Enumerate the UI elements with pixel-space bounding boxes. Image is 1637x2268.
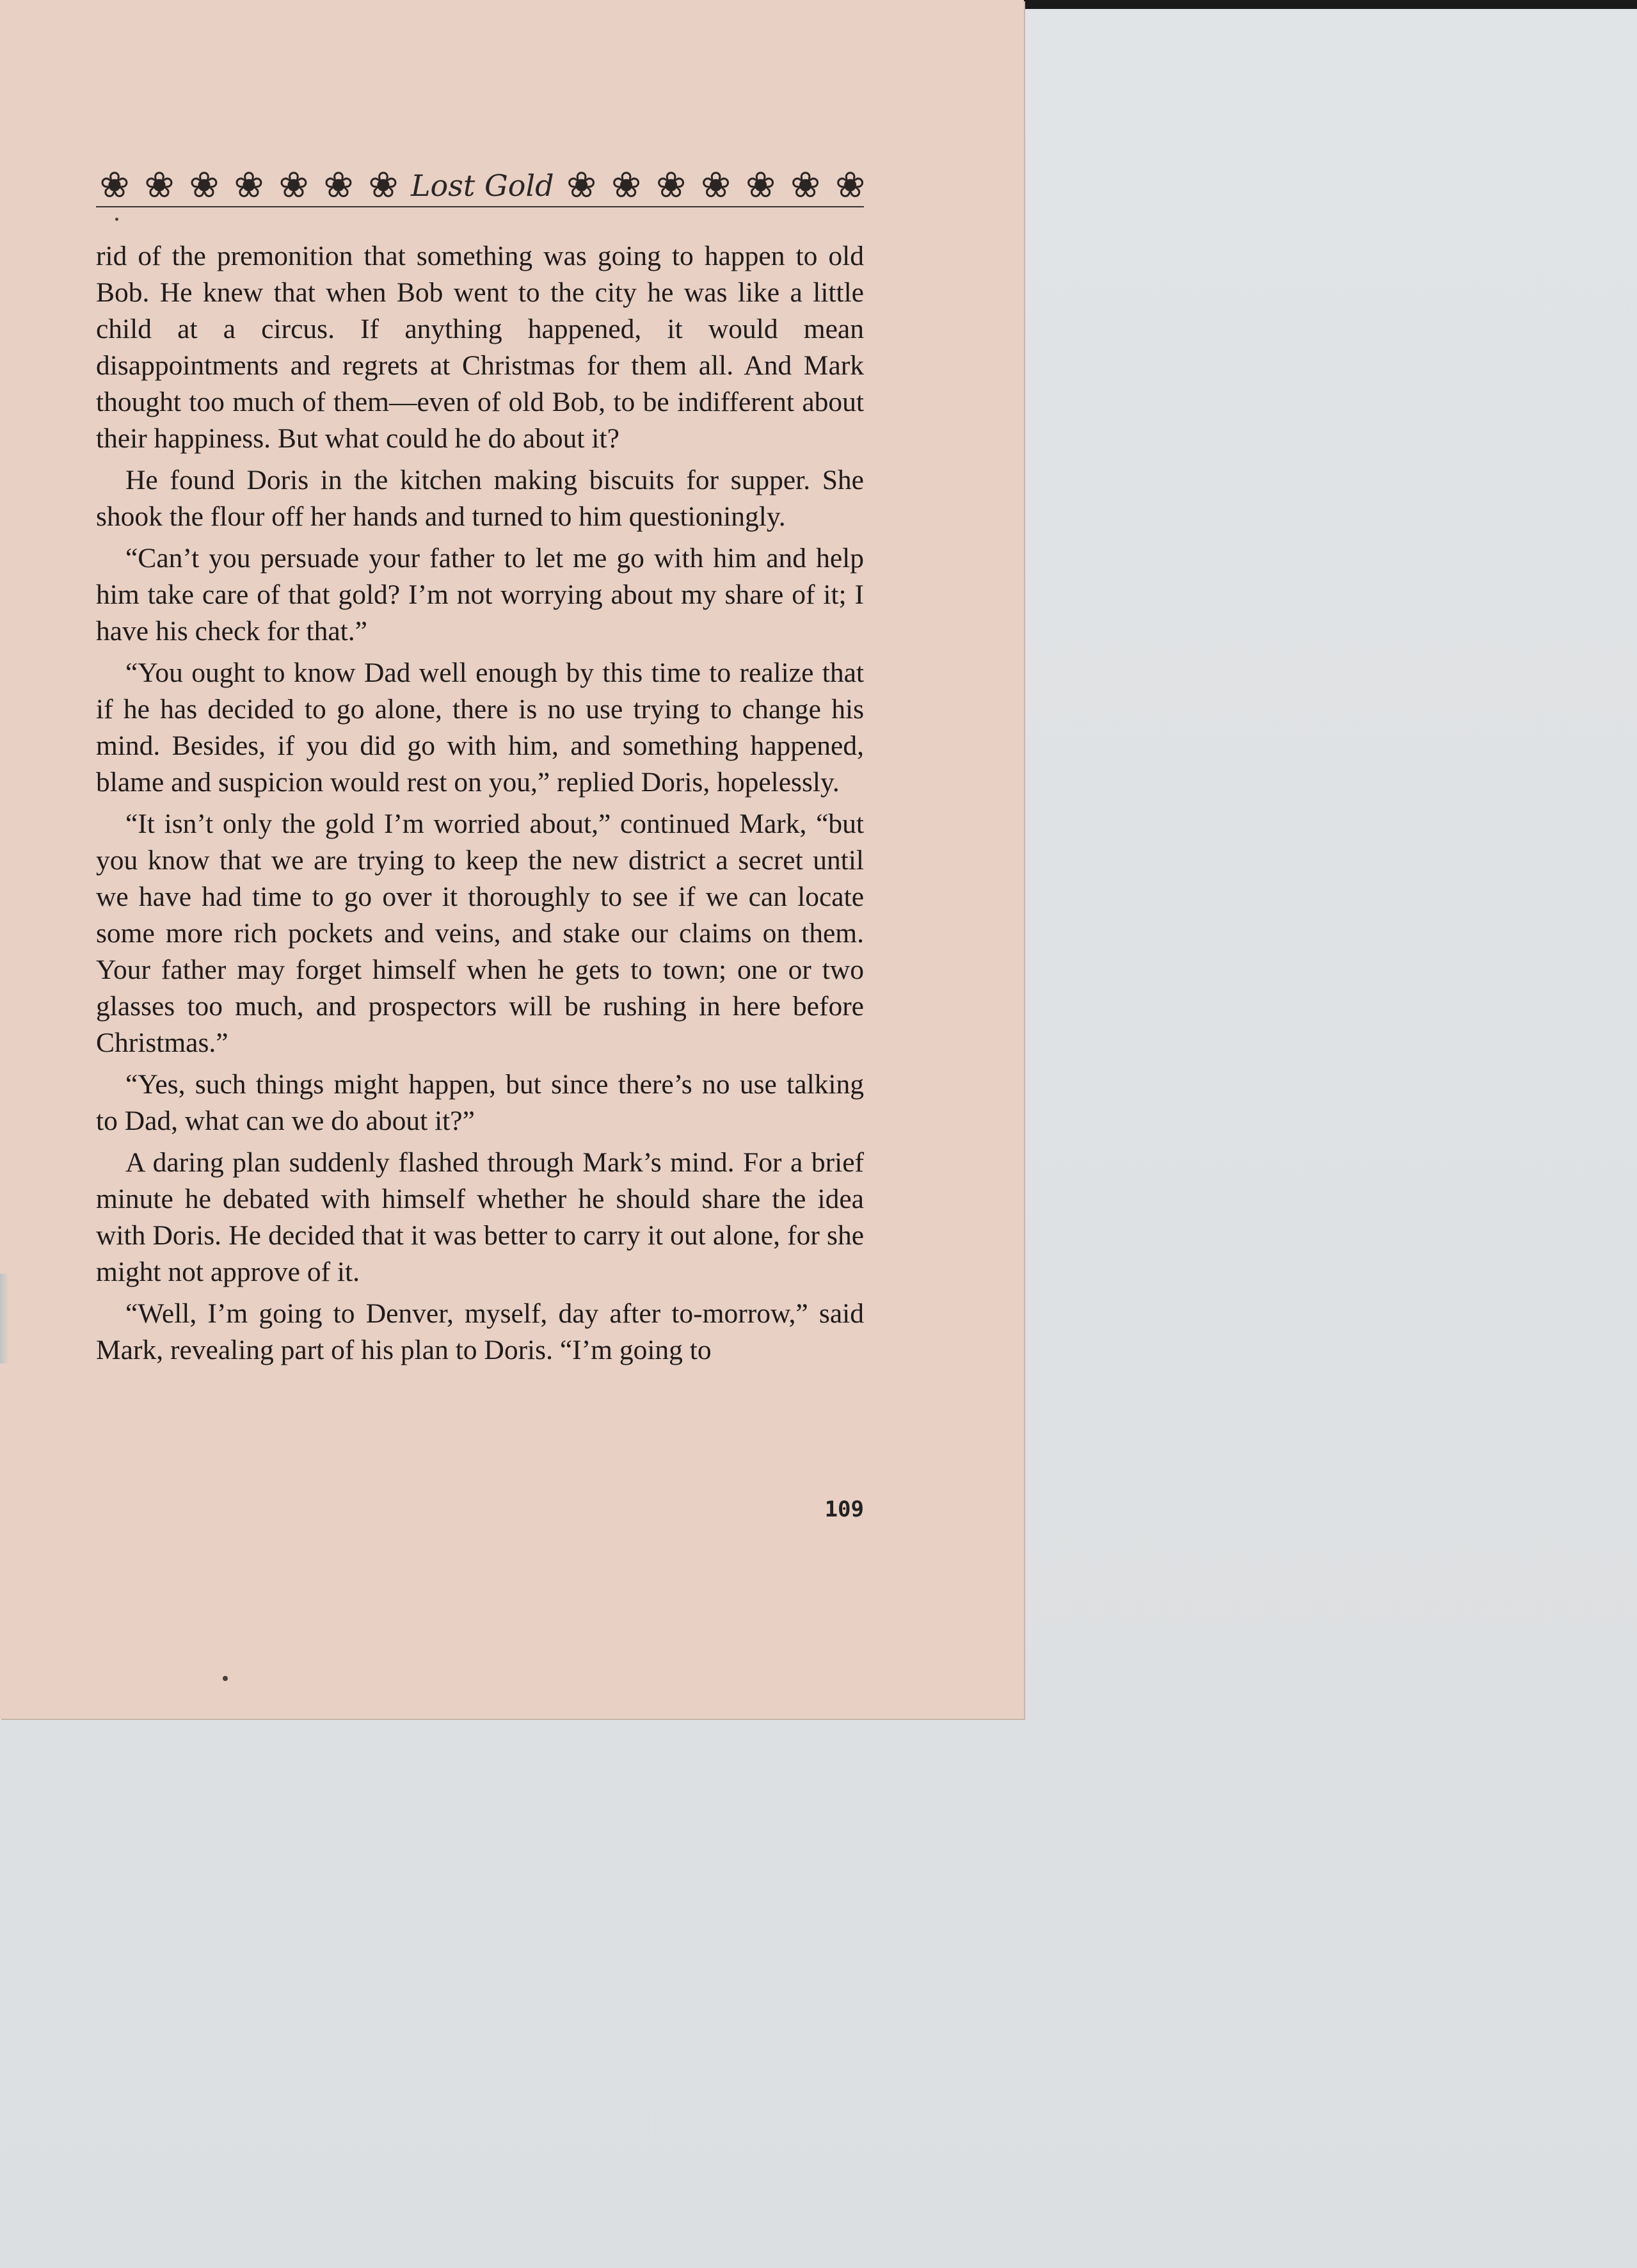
floral-ornament-icon: ❀ [278,165,309,206]
book-page [0,0,1024,1719]
floral-ornament-icon: ❀ [746,165,776,206]
floral-ornament-icon: ❀ [323,165,354,206]
header-rule [96,206,864,207]
paragraph: A daring plan suddenly flashed through Mark’s mind. For a brief minute he debated with himself whether he should share the idea with Doris. He decided that it was better to carry it out alone, for she might not approve of it. [96,1147,864,1287]
floral-ornament-icon: ❀ [701,165,731,206]
floral-ornament-icon: ❀ [611,165,642,206]
ornament-row-right [562,165,870,206]
running-header [95,163,864,208]
paragraph: He found Doris in the kitchen making biscuits for supper. She shook the flour off her hands and turned to him questioningly. [96,465,864,532]
paragraph: “It isn’t only the gold I’m worried about,” continued Mark, “but you know that we are trying to keep the new district a secret until we have had time to go over it thoroughly to see if we can locate some more rich pockets and veins, and stake our claims on them. Your father may forget himself when he gets to town; one or two glasses too much, and prospectors will be rushing in here before Christmas.” [96,808,864,1058]
running-title: Lost Gold [411,168,554,203]
page-edge-shadow [0,1274,9,1363]
ornament-row-left [95,165,403,206]
floral-ornament-icon: ❀ [144,165,175,206]
floral-ornament-icon: ❀ [189,165,220,206]
floral-ornament-icon: ❀ [234,165,264,206]
scanner-edge [1018,0,1637,9]
floral-ornament-icon: ❀ [790,165,821,206]
floral-ornament-icon: ❀ [835,165,866,206]
floral-ornament-icon: ❀ [566,165,597,206]
floral-ornament-icon: ❀ [368,165,399,206]
paragraph: “Can’t you persuade your father to let me go with him and help him take care of that gold? I’m not worrying about my share of it; I have his check for that.” [96,543,864,647]
paper-speck [223,1676,228,1681]
paragraph: “Well, I’m going to Denver, myself, day after to-morrow,” said Mark, revealing part of his plan to Doris. “I’m going to [96,1298,864,1365]
body-text [96,238,864,1374]
floral-ornament-icon: ❀ [99,165,130,206]
paragraph: rid of the premonition that something was going to happen to old Bob. He knew that when Bob went to the city he was like a little child at a circus. If anything happened, it would mean disappointments and regrets at Christmas for them all. And Mark thought too much of them—even of old Bob, to be indifferent about their happiness. But what could he do about it? [96,241,864,454]
paper-speck [115,218,118,221]
floral-ornament-icon: ❀ [656,165,687,206]
page-number: 109 [824,1497,864,1522]
paragraph: “You ought to know Dad well enough by this time to realize that if he has decided to go alone, there is no use trying to change his mind. Besides, if you did go with him, and something happened, blame and suspicion would rest on you,” replied Doris, hopelessly. [96,657,864,798]
paragraph: “Yes, such things might happen, but since there’s no use talking to Dad, what can we do about it?” [96,1069,864,1136]
